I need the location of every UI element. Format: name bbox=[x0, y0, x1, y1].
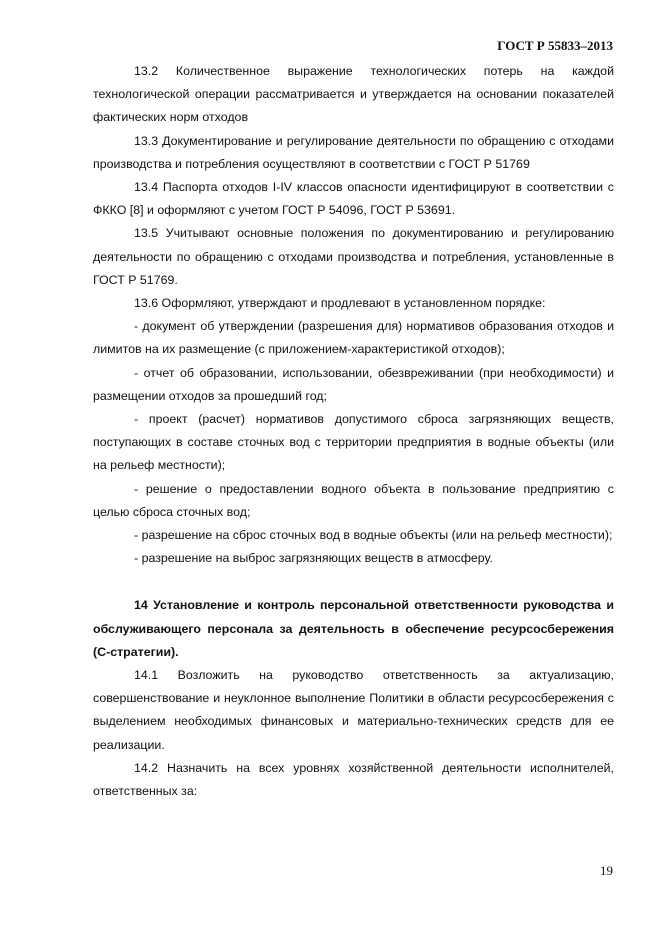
list-item: - решение о предоставлении водного объекта в пользование предприятию с целью сброса сточных вод; bbox=[93, 481, 614, 519]
paragraph-13-5: 13.5 Учитывают основные положения по документированию и регулированию деятельности по обращению с отходами производства и потребления, установленные в ГОСТ Р 51769. bbox=[93, 226, 614, 287]
page-header: ГОСТ Р 55833–2013 bbox=[497, 38, 613, 53]
paragraph-13-3: 13.3 Документирование и регулирование деятельности по обращению с отходами производства и потребления осуществляют в соответствии с ГОСТ Р 51769 bbox=[93, 133, 614, 171]
page-number: 19 bbox=[600, 863, 613, 878]
section-14-heading: 14 Установление и контроль персональной ответственности руководства и обслуживающего персонала за деятельность в обеспечение ресурсосбережения (С-стратегии). bbox=[93, 598, 614, 659]
paragraph-13-6: 13.6 Оформляют, утверждают и продлевают в установленном порядке: bbox=[134, 296, 546, 311]
list-item: - документ об утверждении (разрешения для) нормативов образования отходов и лимитов на их размещение (с приложением-характеристикой отходов); bbox=[93, 319, 614, 357]
paragraph-13-2: 13.2 Количественное выражение технологических потерь на каждой технологической операции рассматривается и утверждается на основании показателей фактических норм отходов bbox=[93, 64, 614, 125]
paragraph-14-2: 14.2 Назначить на всех уровнях хозяйственной деятельности исполнителей, ответственных за: bbox=[93, 760, 614, 799]
list-item: - отчет об образовании, использовании, обезвреживании (при необходимости) и размещении отходов за прошедший год; bbox=[93, 365, 614, 403]
list-item: - разрешение на выброс загрязняющих веществ в атмосферу. bbox=[134, 551, 493, 566]
list-item: - проект (расчет) нормативов допустимого сброса загрязняющих веществ, поступающих в составе сточных вод с территории предприятия в водные объекты (или на рельеф местности); bbox=[93, 412, 614, 473]
paragraph-14-1: 14.1 Возложить на руководство ответственность за актуализацию, совершенствование и неуклонное выполнение Политики в области ресурсосбережения с выделением необходимых финансовых и материально-технических средств для ее реализации. bbox=[93, 668, 614, 752]
document-body bbox=[93, 60, 614, 803]
list-item: - разрешение на сброс сточных вод в водные объекты (или на рельеф местности); bbox=[134, 528, 613, 543]
paragraph-13-4: 13.4 Паспорта отходов I-IV классов опасности идентифицируют в соответствии с ФККО [8] и оформляют с учетом ГОСТ Р 54096, ГОСТ Р 53691. bbox=[93, 180, 614, 218]
